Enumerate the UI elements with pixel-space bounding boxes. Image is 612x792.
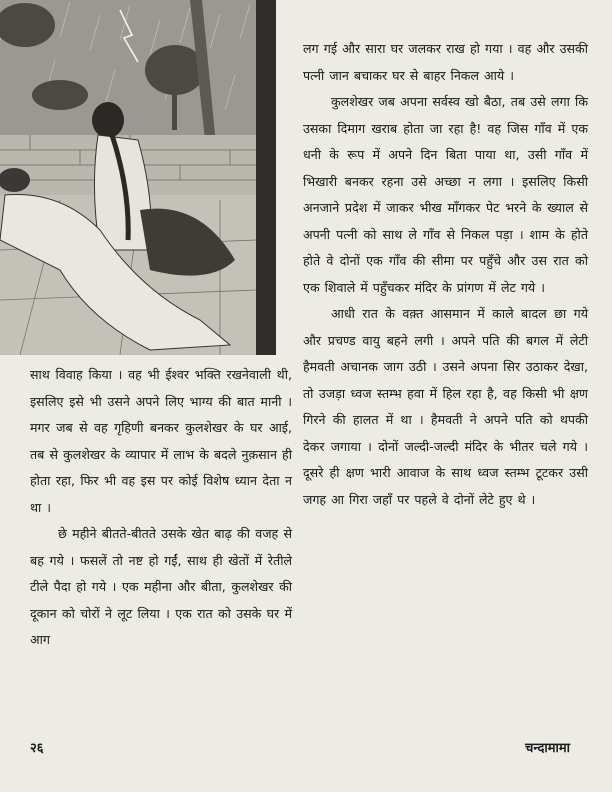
right-text-column <box>303 36 588 513</box>
illustration-drawing <box>0 0 276 355</box>
paragraph: साथ विवाह किया । वह भी ईश्वर भक्ति रखनेवाली थी, इसलिए इसे भी उसने अपने लिए भाग्य की बात मानी । मगर जब से वह गृहिणी बनकर कुलशेखर के घर आई, तब से कुलशेखर के व्यापार में लाभ के बदले नुक़सान ही होता रहा, फिर भी वह इस पर कोई विशेष ध्यान देता न था । <box>30 367 292 515</box>
magazine-name: चन्दामामा <box>525 741 570 756</box>
paragraph: आधी रात के वक़्त आसमान में काले बादल छा गये और प्रचण्ड वायु बहने लगी । अपने पति की बगल में लेटी हैमवती अचानक जाग उठी । उसने अपना सिर उठाकर देखा, तो उजड़ा ध्वज स्तम्भ हवा में हिल रहा है, वह किसी भी क्षण गिरने की हालत में था । हैमवती ने अपने पति को थपकी देकर जगाया । दोनों जल्दी-जल्दी मंदिर के भीतर चले गये । दूसरे ही क्षण भारी आवाज के साथ ध्वज स्तम्भ टूटकर उसी जगह आ गिरा जहाँ पर पहले वे दोनों लेटे हुए थे । <box>303 306 588 507</box>
story-illustration <box>0 0 276 355</box>
paragraph: छे महीने बीतते-बीतते उसके खेत बाढ़ की वजह से बह गये । फसलें तो नष्ट हो गईं, साथ ही खेतों में रेतीले टीले पैदा हो गये । एक महीना और बीता, कुलशेखर की दूकान को चोरों ने लूट लिया । एक रात को उसके घर में आग <box>30 526 292 647</box>
left-text-column <box>30 362 292 654</box>
pillar <box>256 0 276 355</box>
paragraph: लग गई और सारा घर जलकर राख हो गया । वह और उसकी पत्नी जान बचाकर घर से बाहर निकल आये । <box>303 41 588 83</box>
page-number: २६ <box>30 741 44 756</box>
paragraph: कुलशेखर जब अपना सर्वस्व खो बैठा, तब उसे लगा कि उसका दिमाग खराब होता जा रहा है! वह जिस गाँव में एक धनी के रूप में अपने दिन बिता पाया था, उसी गाँव में भिखारी बनकर रहना उसे अच्छा न लगा । इसलिए किसी अनजाने प्रदेश में जाकर भीख माँगकर पेट भरने के ख्याल से अपनी पत्नी को साथ ले गाँव से निकल पड़ा । शाम के होते होते वे दोनों एक गाँव की सीमा पर पहुँचे और उस रात को एक शिवाले में पहुँचकर मंदिर के प्रांगण में लेट गये । <box>303 94 588 295</box>
